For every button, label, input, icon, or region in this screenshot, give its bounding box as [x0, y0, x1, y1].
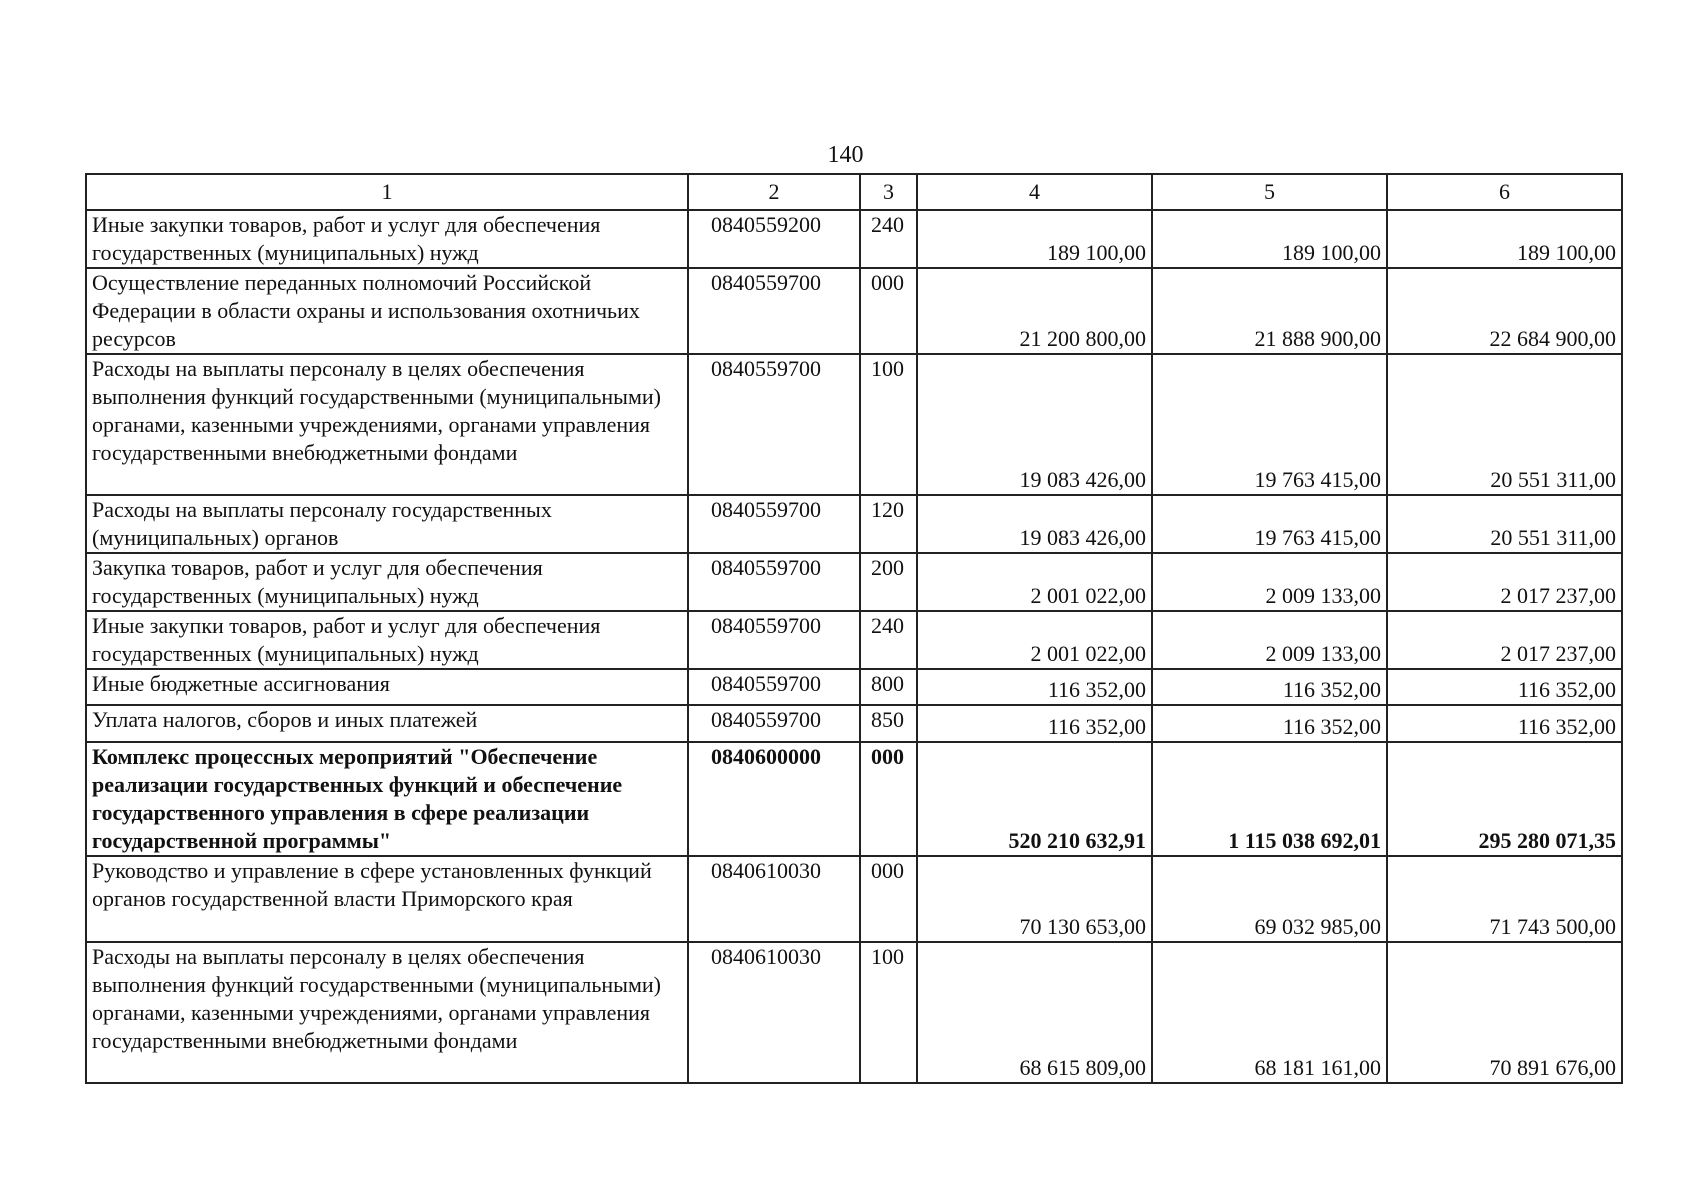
row-amount-year-2: 68 181 161,00 [1152, 942, 1387, 1083]
row-amount-year-2: 19 763 415,00 [1152, 495, 1387, 553]
row-amount-year-3: 20 551 311,00 [1387, 495, 1622, 553]
column-number-4: 4 [917, 174, 1152, 210]
row-amount-year-1: 2 001 022,00 [917, 611, 1152, 669]
row-amount-year-2: 116 352,00 [1152, 705, 1387, 742]
row-amount-year-3: 2 017 237,00 [1387, 553, 1622, 611]
row-amount-year-2: 1 115 038 692,01 [1152, 742, 1387, 856]
row-expense-type: 000 [860, 268, 917, 354]
row-amount-year-2: 2 009 133,00 [1152, 553, 1387, 611]
row-amount-year-3: 22 684 900,00 [1387, 268, 1622, 354]
row-amount-year-1: 70 130 653,00 [917, 856, 1152, 942]
row-code: 0840559700 [688, 705, 860, 742]
column-number-6: 6 [1387, 174, 1622, 210]
row-code: 0840600000 [688, 742, 860, 856]
row-code: 0840610030 [688, 942, 860, 1083]
row-expense-type: 100 [860, 354, 917, 495]
row-code: 0840559700 [688, 611, 860, 669]
table-row [86, 268, 1622, 354]
row-code: 0840559700 [688, 495, 860, 553]
row-name: Иные закупки товаров, работ и услуг для обеспечения государственных (муниципальных) нужд [86, 611, 688, 669]
table-row-section-total [86, 742, 1622, 856]
table-row [86, 705, 1622, 742]
row-amount-year-1: 520 210 632,91 [917, 742, 1152, 856]
table-row [86, 210, 1622, 268]
page-number: 140 [827, 142, 864, 168]
row-expense-type: 240 [860, 611, 917, 669]
table-row [86, 354, 1622, 495]
row-amount-year-3: 295 280 071,35 [1387, 742, 1622, 856]
column-number-3: 3 [860, 174, 917, 210]
column-number-5: 5 [1152, 174, 1387, 210]
row-name: Иные бюджетные ассигнования [86, 669, 688, 705]
row-code: 0840559700 [688, 669, 860, 705]
column-number-1: 1 [86, 174, 688, 210]
table-row [86, 495, 1622, 553]
row-amount-year-1: 116 352,00 [917, 705, 1152, 742]
row-name: Иные закупки товаров, работ и услуг для обеспечения государственных (муниципальных) нужд [86, 210, 688, 268]
table-row [86, 669, 1622, 705]
table-row [86, 942, 1622, 1083]
row-amount-year-3: 2 017 237,00 [1387, 611, 1622, 669]
table-row [86, 611, 1622, 669]
row-amount-year-2: 116 352,00 [1152, 669, 1387, 705]
row-amount-year-2: 2 009 133,00 [1152, 611, 1387, 669]
row-amount-year-1: 189 100,00 [917, 210, 1152, 268]
row-expense-type: 240 [860, 210, 917, 268]
row-expense-type: 000 [860, 856, 917, 942]
row-name: Расходы на выплаты персоналу в целях обеспечения выполнения функций государственными (муниципальными) органами, казенными учреждениями, органами управления государственными внебюджетными фондами [86, 942, 688, 1083]
budget-table [85, 173, 1623, 1084]
row-amount-year-2: 69 032 985,00 [1152, 856, 1387, 942]
row-amount-year-1: 21 200 800,00 [917, 268, 1152, 354]
row-expense-type: 800 [860, 669, 917, 705]
row-expense-type: 200 [860, 553, 917, 611]
column-number-2: 2 [688, 174, 860, 210]
row-amount-year-1: 116 352,00 [917, 669, 1152, 705]
table-header-row [86, 174, 1622, 210]
row-name: Уплата налогов, сборов и иных платежей [86, 705, 688, 742]
row-amount-year-3: 116 352,00 [1387, 669, 1622, 705]
row-amount-year-1: 19 083 426,00 [917, 354, 1152, 495]
row-amount-year-3: 20 551 311,00 [1387, 354, 1622, 495]
row-amount-year-3: 116 352,00 [1387, 705, 1622, 742]
row-expense-type: 100 [860, 942, 917, 1083]
row-amount-year-3: 71 743 500,00 [1387, 856, 1622, 942]
row-expense-type: 120 [860, 495, 917, 553]
table-row [86, 553, 1622, 611]
row-amount-year-2: 19 763 415,00 [1152, 354, 1387, 495]
row-code: 0840559700 [688, 553, 860, 611]
row-code: 0840559700 [688, 268, 860, 354]
row-code: 0840559200 [688, 210, 860, 268]
row-name: Расходы на выплаты персоналу в целях обеспечения выполнения функций государственными (муниципальными) органами, казенными учреждениями, органами управления государственными внебюджетными фондами [86, 354, 688, 495]
row-name: Расходы на выплаты персоналу государственных (муниципальных) органов [86, 495, 688, 553]
row-expense-type: 000 [860, 742, 917, 856]
row-amount-year-1: 2 001 022,00 [917, 553, 1152, 611]
row-amount-year-2: 189 100,00 [1152, 210, 1387, 268]
row-code: 0840610030 [688, 856, 860, 942]
row-code: 0840559700 [688, 354, 860, 495]
row-amount-year-3: 70 891 676,00 [1387, 942, 1622, 1083]
row-name: Закупка товаров, работ и услуг для обеспечения государственных (муниципальных) нужд [86, 553, 688, 611]
row-name: Осуществление переданных полномочий Российской Федерации в области охраны и использования охотничьих ресурсов [86, 268, 688, 354]
row-name: Комплекс процессных мероприятий "Обеспечение реализации государственных функций и обеспечение государственного управления в сфере реализации государственной программы" [86, 742, 688, 856]
row-amount-year-3: 189 100,00 [1387, 210, 1622, 268]
row-amount-year-1: 19 083 426,00 [917, 495, 1152, 553]
table-row [86, 856, 1622, 942]
row-amount-year-1: 68 615 809,00 [917, 942, 1152, 1083]
row-expense-type: 850 [860, 705, 917, 742]
row-amount-year-2: 21 888 900,00 [1152, 268, 1387, 354]
row-name: Руководство и управление в сфере установленных функций органов государственной власти Приморского края [86, 856, 688, 942]
